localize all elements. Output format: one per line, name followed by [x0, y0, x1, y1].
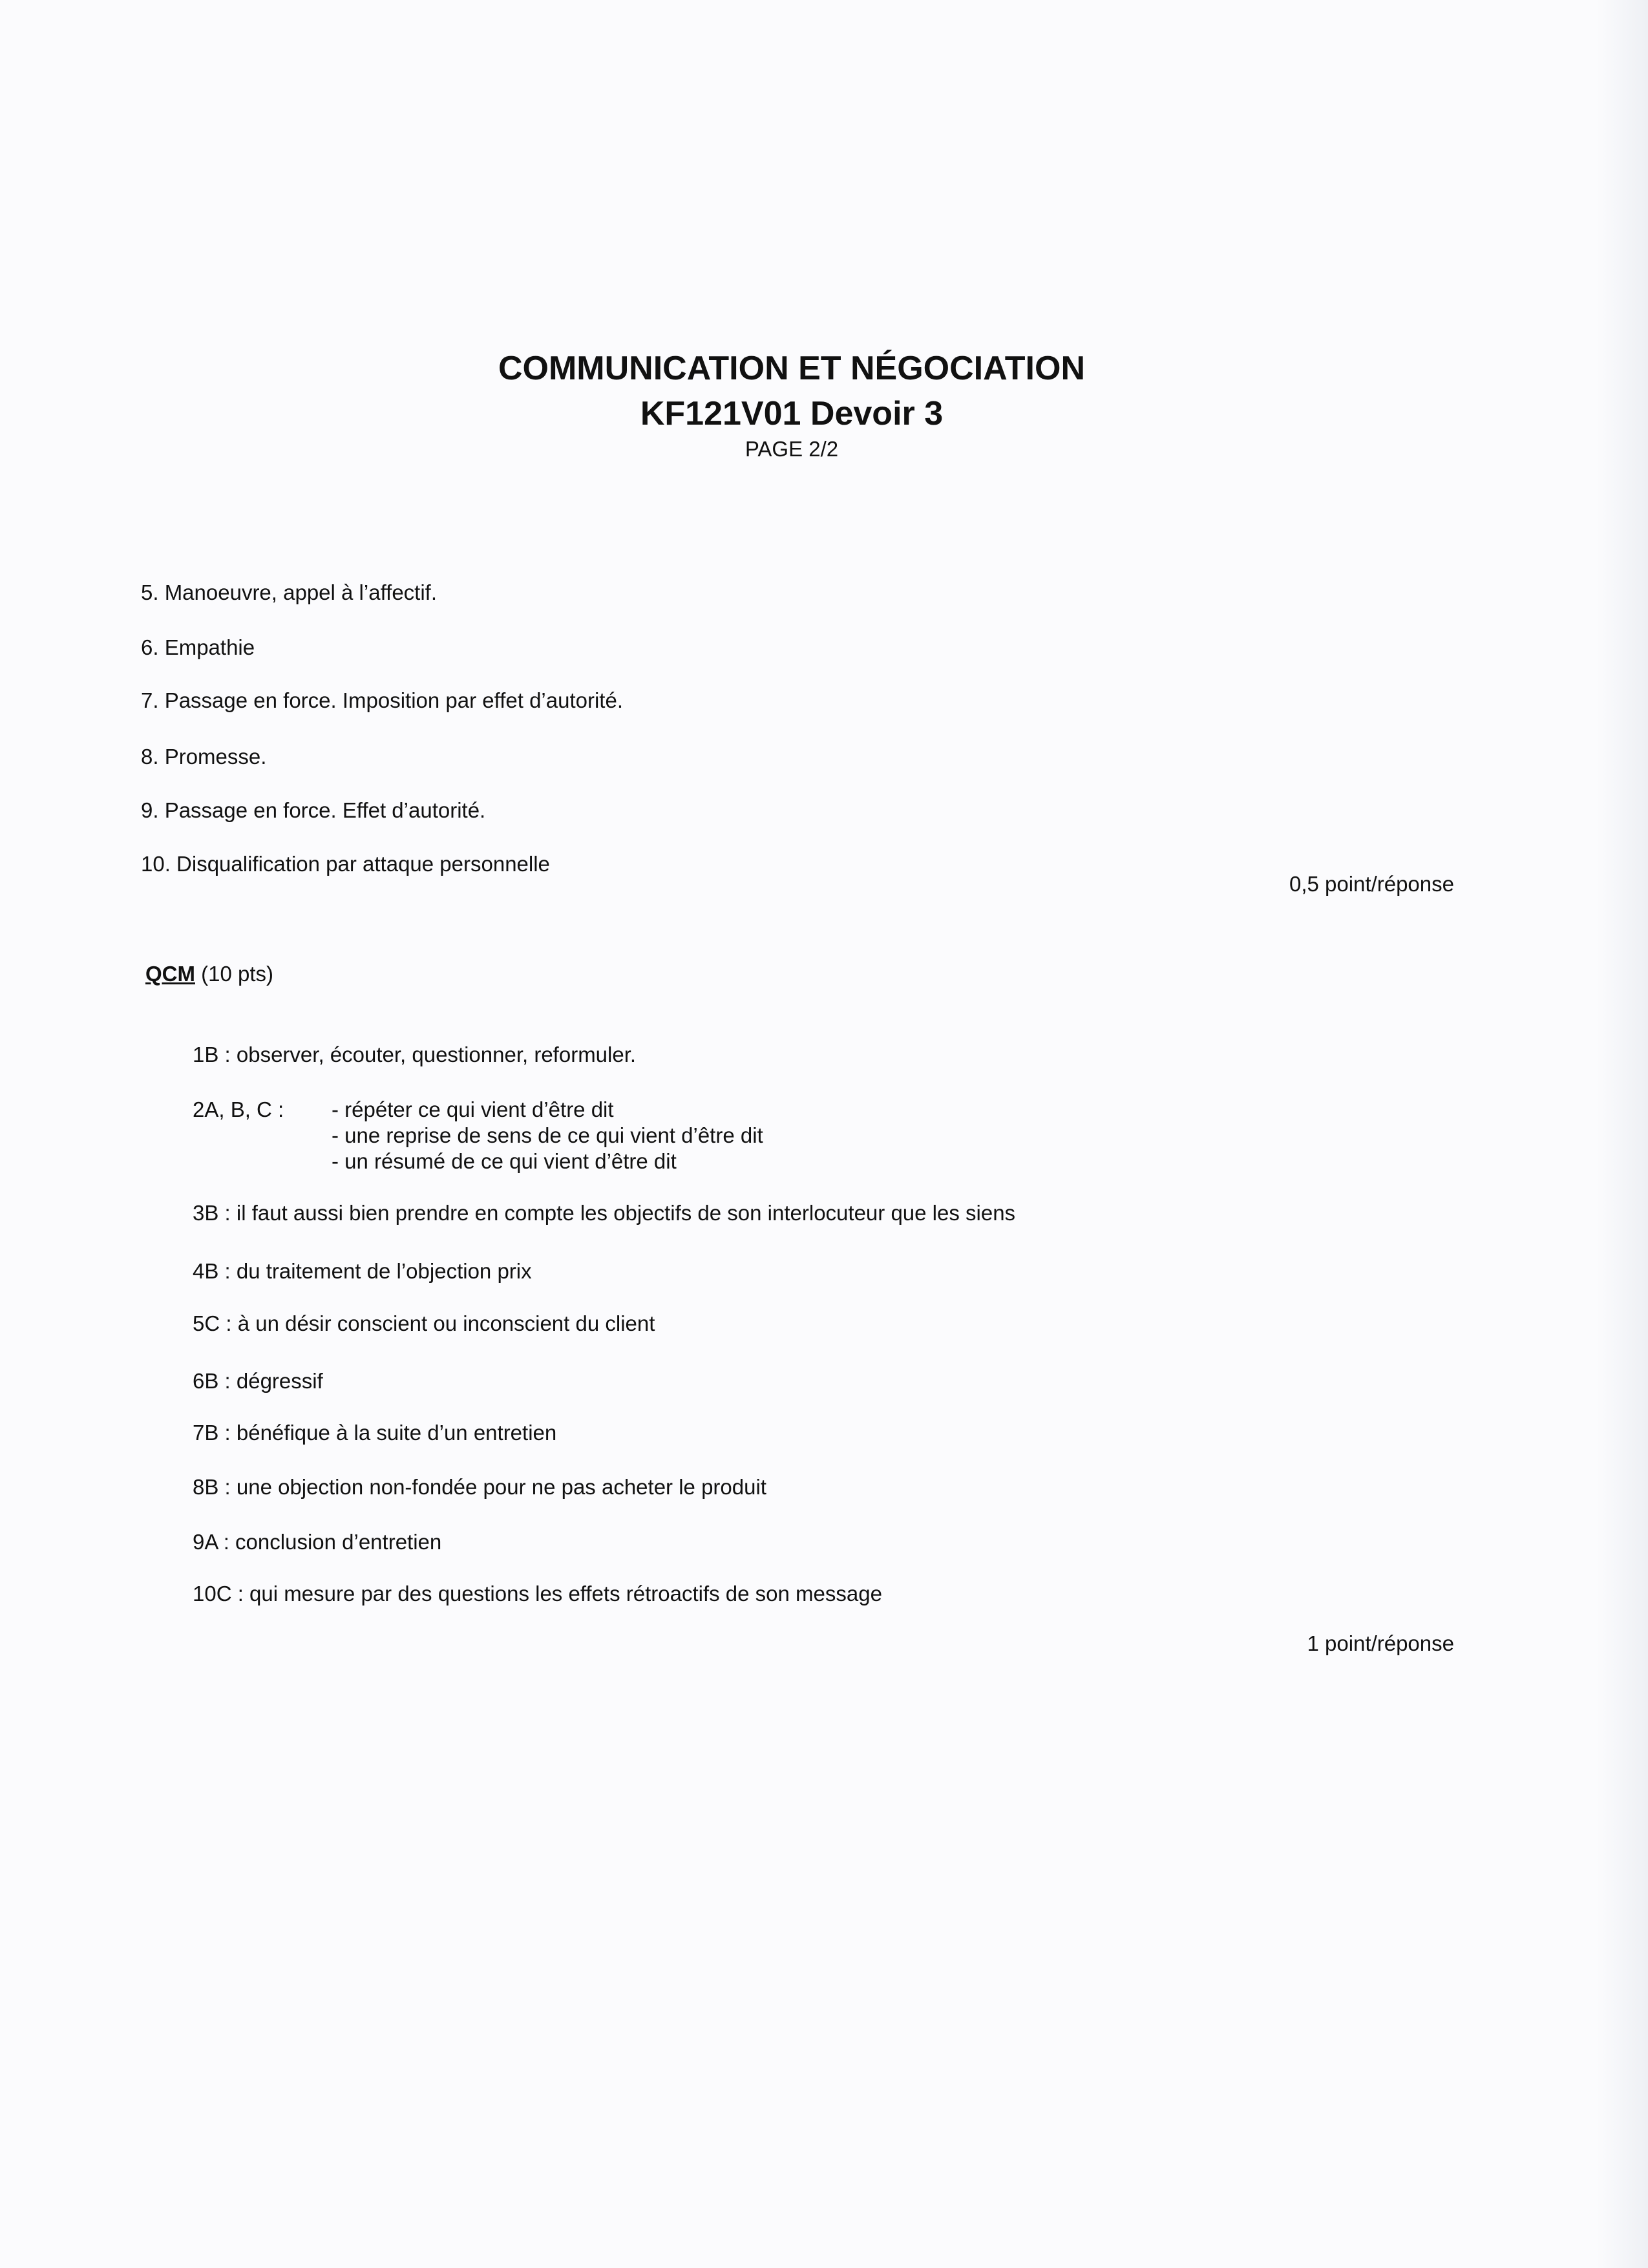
qcm-item-4: 4B : du traitement de l’objection prix [193, 1259, 532, 1283]
qcm-item-10: 10C : qui mesure par des questions les effets rétroactifs de son message [193, 1582, 882, 1606]
qcm-heading [145, 961, 273, 987]
answer-10: 10. Disqualification par attaque personnelle [141, 852, 550, 876]
qcm-item-9: 9A : conclusion d’entretien [193, 1530, 442, 1554]
qcm-points-total: (10 pts) [195, 962, 274, 986]
page-number: PAGE 2/2 [745, 437, 839, 461]
qcm-label: QCM [145, 962, 195, 986]
answer-8: 8. Promesse. [141, 745, 267, 768]
answer-6: 6. Empathie [141, 635, 255, 659]
answers-points: 0,5 point/réponse [1289, 872, 1454, 896]
qcm-item-7: 7B : bénéfique à la suite d’un entretien [193, 1421, 557, 1445]
qcm-item-8: 8B : une objection non-fondée pour ne pas acheter le produit [193, 1475, 766, 1499]
qcm-item-2-label: 2A, B, C : [193, 1097, 284, 1121]
qcm-item-2-sub-3: - un résumé de ce qui vient d’être dit [332, 1149, 677, 1173]
answer-7: 7. Passage en force. Imposition par effet d’autorité. [141, 688, 623, 712]
qcm-item-1: 1B : observer, écouter, questionner, reformuler. [193, 1043, 637, 1066]
document-title: COMMUNICATION ET NÉGOCIATION [498, 350, 1086, 387]
document-subtitle: KF121V01 Devoir 3 [640, 395, 944, 432]
qcm-item-3: 3B : il faut aussi bien prendre en compte les objectifs de son interlocuteur que les siens [193, 1201, 1016, 1225]
scan-edge-shadow [1596, 0, 1648, 2268]
answer-5: 5. Manoeuvre, appel à l’affectif. [141, 580, 438, 604]
qcm-points: 1 point/réponse [1307, 1631, 1454, 1655]
qcm-item-2-sub-2: - une reprise de sens de ce qui vient d’être dit [332, 1123, 763, 1147]
qcm-item-5: 5C : à un désir conscient ou inconscient du client [193, 1311, 655, 1335]
answer-9: 9. Passage en force. Effet d’autorité. [141, 798, 486, 822]
qcm-item-2-sub-1: - répéter ce qui vient d’être dit [332, 1097, 614, 1121]
qcm-item-6: 6B : dégressif [193, 1369, 323, 1393]
